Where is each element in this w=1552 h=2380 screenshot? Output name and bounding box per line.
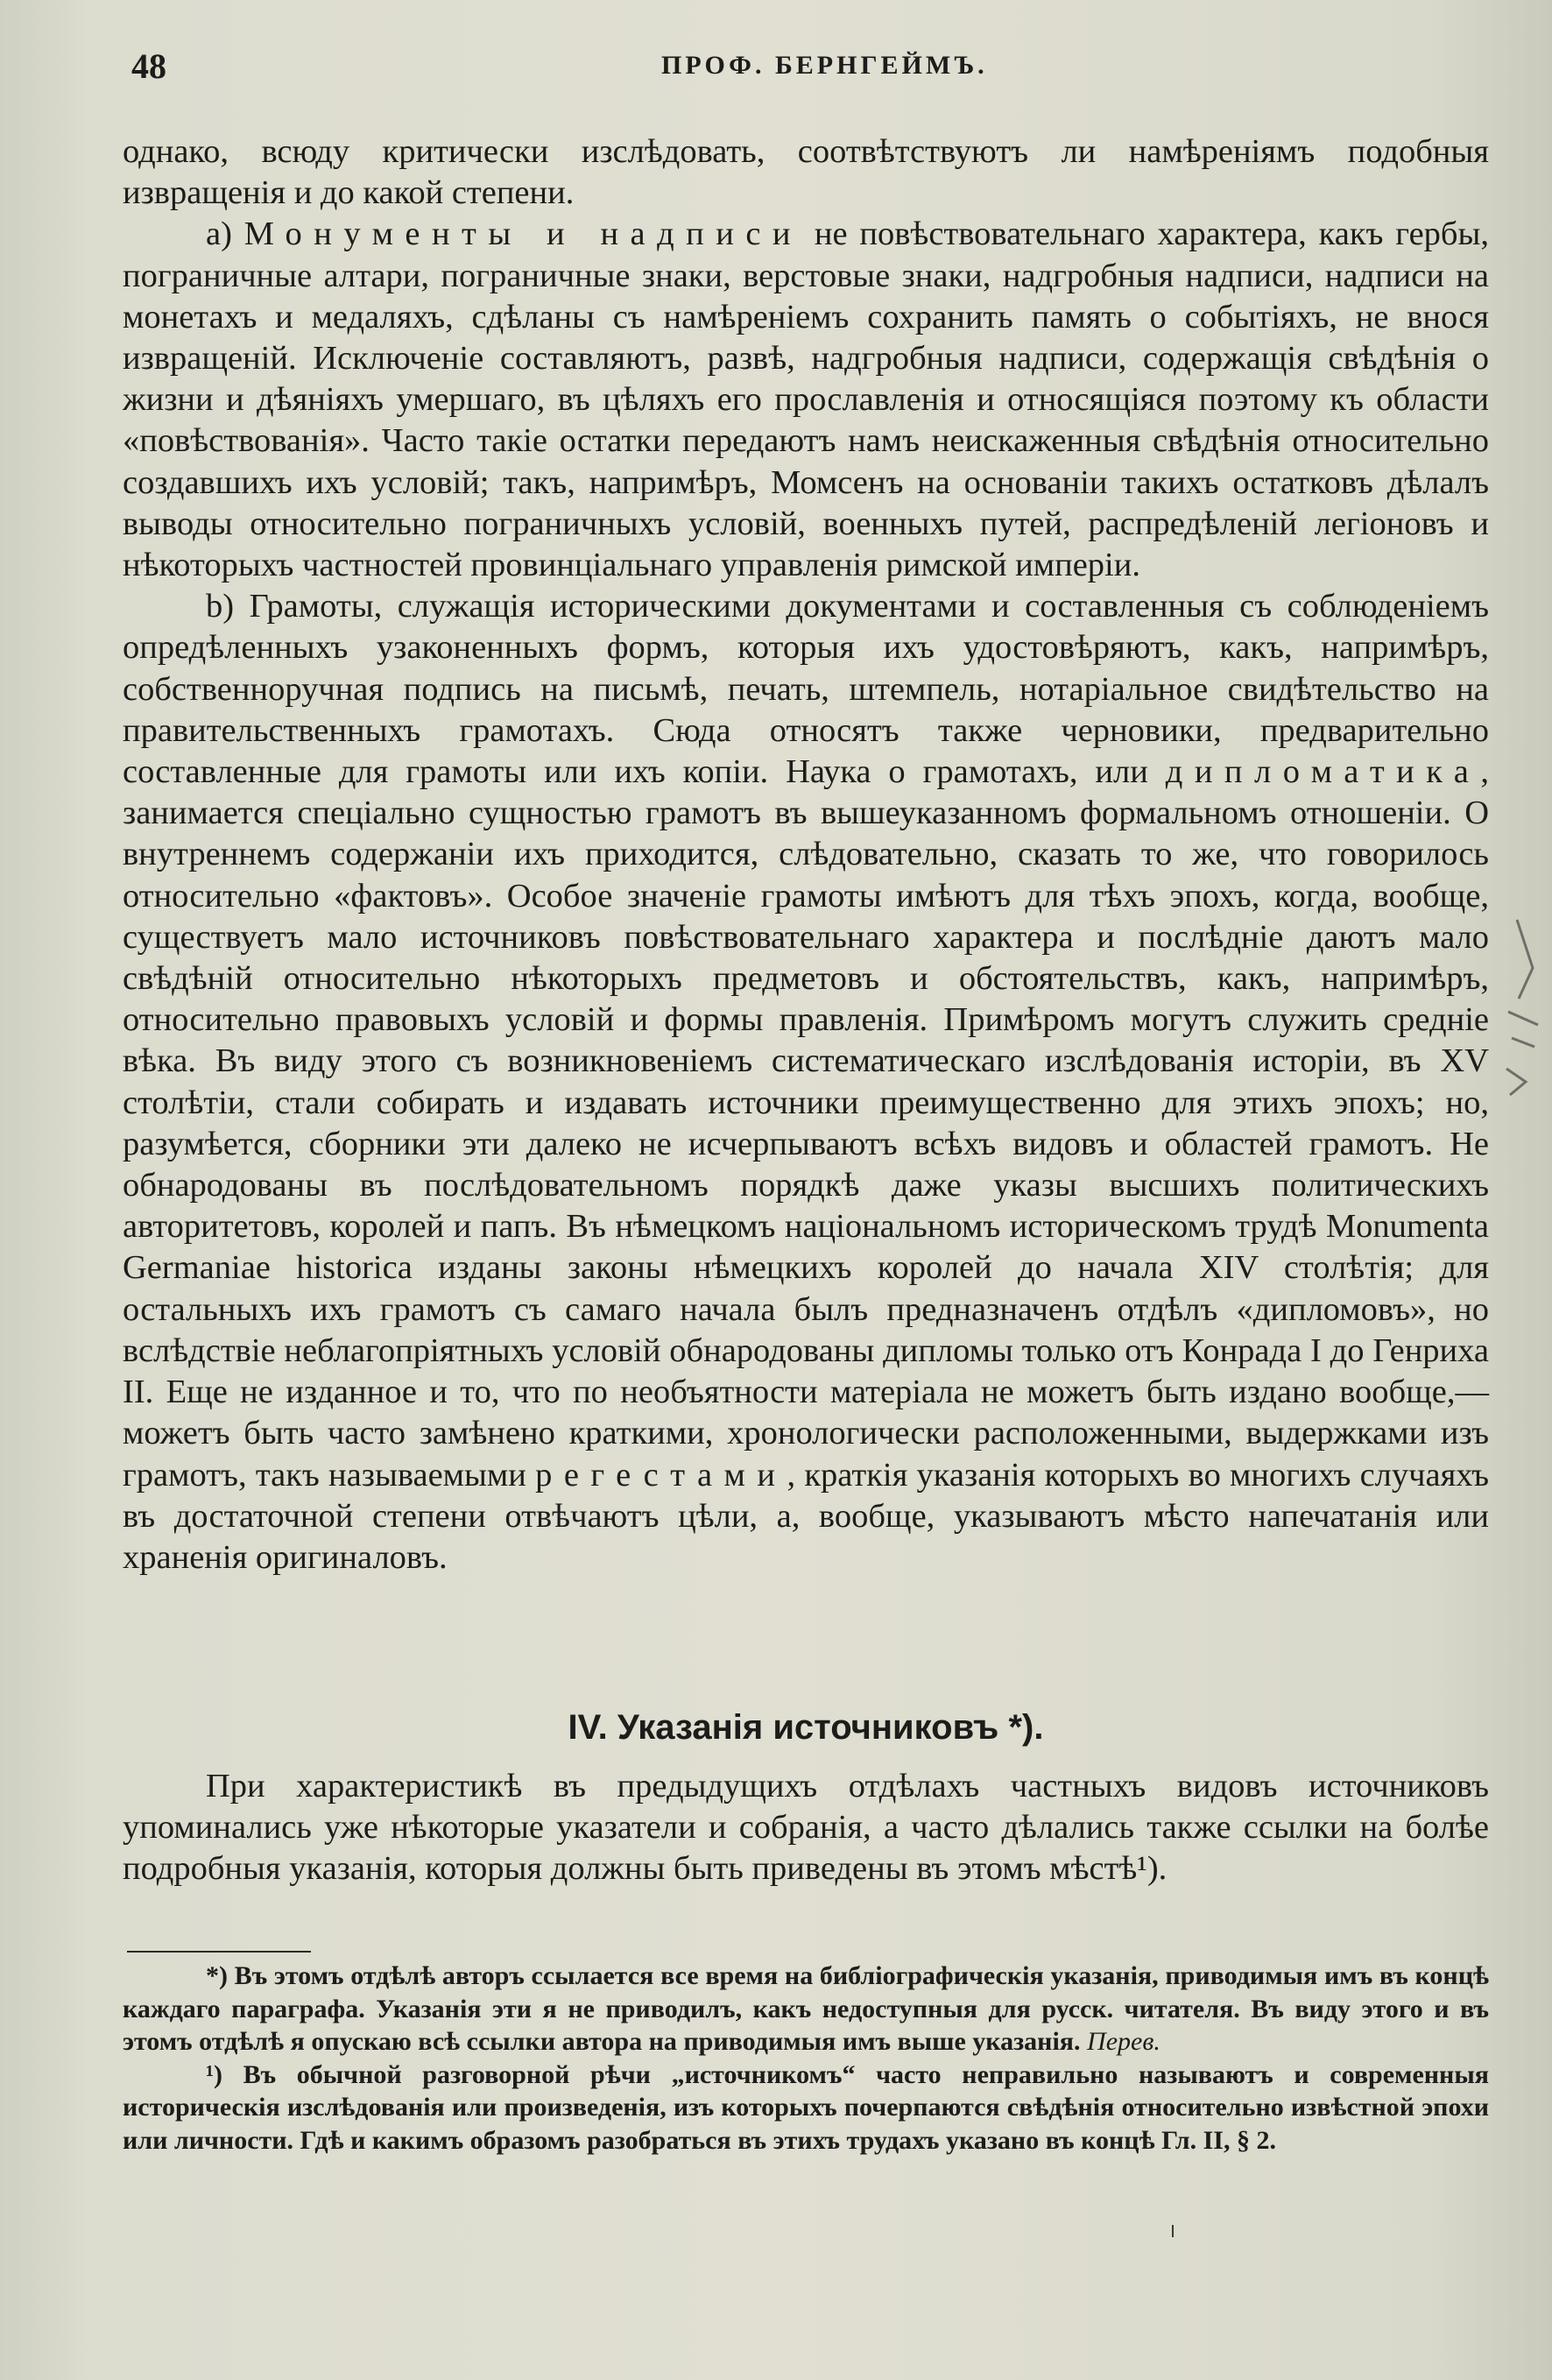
footnote-star-text: *) Въ этомъ отдѣлѣ авторъ ссылается все время на библіографическія указанія, приводимыя имъ въ концѣ каждаго параграфа. Указанія эти я не приводилъ, какъ недоступныя для русск. читателя. Въ виду этого и въ этомъ отдѣлѣ я опускаю всѣ ссылки автора на приводимыя имъ выше указанія. <box>123 1961 1489 2056</box>
footnotes <box>123 1960 1489 2157</box>
main-text <box>123 131 1489 1578</box>
paragraph-a-text: не повѣствовательнаго характера, какъ гербы, пограничные алтари, пограничные знаки, верстовые знаки, надгробныя надписи, надписи на монетахъ и медаляхъ, сдѣланы съ намѣреніемъ сохранить память о событіяхъ, не внося извращеній. Исключеніе составляютъ, развѣ, надгробныя надписи, содержащія свѣдѣнія о жизни и дѣяніяхъ умершаго, въ цѣляхъ его прославленія и относящіяся поэтому къ области «повѣствованія». Часто такіе остатки передаютъ намъ неискаженныя свѣдѣнія относительно создавшихъ ихъ условій; такъ, напримѣръ, Момсенъ на основаніи такихъ остатковъ дѣлалъ выводы относительно пограничныхъ условій, военныхъ путей, распредѣленій легіоновъ и нѣкоторыхъ частностей провинціальнаго управленія римской имперіи. <box>123 215 1489 584</box>
paragraph-b-term: дипломатика <box>1165 753 1481 791</box>
opening-paragraph: однако, всюду критически изслѣдовать, соотвѣтствуютъ ли намѣреніямъ подобныя извращенія и до какой степени. <box>123 133 1489 212</box>
running-head: ПРОФ. БЕРНГЕЙМЪ. <box>661 51 988 80</box>
paragraph-b-text-1: Грамоты, служащія историческими документами и составленныя съ соблюденіемъ опредѣленныхъ узаконенныхъ формъ, которыя ихъ удостовѣряютъ, какъ, напримѣръ, собственноручная подпись на письмѣ, печать, штемпель, нотаріальное свидѣтельство на правительственныхъ грамотахъ. Сюда относятъ также черновики, предварительно составленные для грамоты или ихъ копіи. Наука о грамотахъ, или <box>123 588 1490 791</box>
paragraph-b-term-2: регестами <box>535 1456 787 1494</box>
paragraph-b-marker: b) <box>206 588 235 625</box>
pencil-margin-mark <box>1499 915 1552 1099</box>
footnote-divider <box>127 1951 311 1953</box>
print-tick-mark <box>1172 2225 1174 2237</box>
footnote-star <box>123 1960 1489 2059</box>
paragraph-a-term: Монументы и надписи <box>243 215 802 253</box>
paragraph-b-text-2: , занимается спеціально сущностью грамотъ въ вышеуказанномъ формальномъ отношеніи. О внутреннемъ содержаніи ихъ приходится, слѣдовательно, сказать то же, что говорилось относительно «фактовъ». Особое значеніе грамоты имѣютъ для тѣхъ эпохъ, когда, вообще, существуетъ мало источниковъ повѣствовательнаго характера и послѣдніе даютъ мало свѣдѣній относительно нѣкоторыхъ предметовъ и обстоятельствъ, какъ, напримѣръ, относительно правовыхъ условій и формы правленія. Примѣромъ могутъ служить средніе вѣка. Въ виду этого съ возникновеніемъ систематическаго изслѣдованія исторіи, въ XV столѣтіи, стали собирать и издавать источники преимущественно для этихъ эпохъ; но, разумѣется, сборники эти далеко не исчерпываютъ всѣхъ видовъ и областей грамотъ. Не обнародованы въ послѣдовательномъ порядкѣ даже указы высшихъ политическихъ авторитетовъ, королей и папъ. Въ нѣмецкомъ національномъ историческомъ трудѣ Monumenta Germaniae historica изданы законы нѣмецкихъ королей до начала XIV столѣтія; для остальныхъ ихъ грамотъ съ самаго начала былъ предназначенъ отдѣлъ «дипломовъ», но вслѣдствіе неблагопріятныхъ условій обнародованы дипломы только отъ Конрада I до Генриха II. Еще не изданное и то, что по необъятности матеріала не можетъ быть издано вообще,—можетъ быть часто замѣнено краткими, хронологически расположенными, выдержками изъ грамотъ, такъ называемыми <box>123 753 1489 1494</box>
section-paragraph: При характеристикѣ въ предыдущихъ отдѣлахъ частныхъ видовъ источниковъ упоминались уже нѣкоторые указатели и собранія, а часто дѣлались также ссылки на болѣе подробныя указанія, которыя должны быть приведены въ этомъ мѣстѣ¹). <box>123 1768 1489 1887</box>
paragraph-a <box>123 214 1489 586</box>
section-body <box>123 1766 1489 1889</box>
paragraph-b <box>123 586 1489 1578</box>
paragraph-b-text-3: , краткія указанія которыхъ во многихъ случаяхъ въ достаточной степени отвѣчаютъ цѣли, а, вообще, указываютъ мѣсто напечатанія или храненія оригиналовъ. <box>123 1456 1489 1576</box>
section-title: IV. Указанія источниковъ *). <box>568 1708 1044 1747</box>
footnote-1: ¹) Въ обычной разговорной рѣчи „источникомъ“ часто неправильно называютъ и современныя историческія изслѣдованія или произведенія, изъ которыхъ почерпаются свѣдѣнія относительно извѣстной эпохи или личности. Гдѣ и какимъ образомъ разобраться въ этихъ трудахъ указано въ концѣ Гл. II, § 2. <box>123 2059 1489 2155</box>
page-header <box>131 46 1498 86</box>
paragraph-a-marker: a) <box>206 215 232 253</box>
page-number: 48 <box>131 46 166 86</box>
footnote-star-signature: Перев. <box>1087 2027 1160 2056</box>
